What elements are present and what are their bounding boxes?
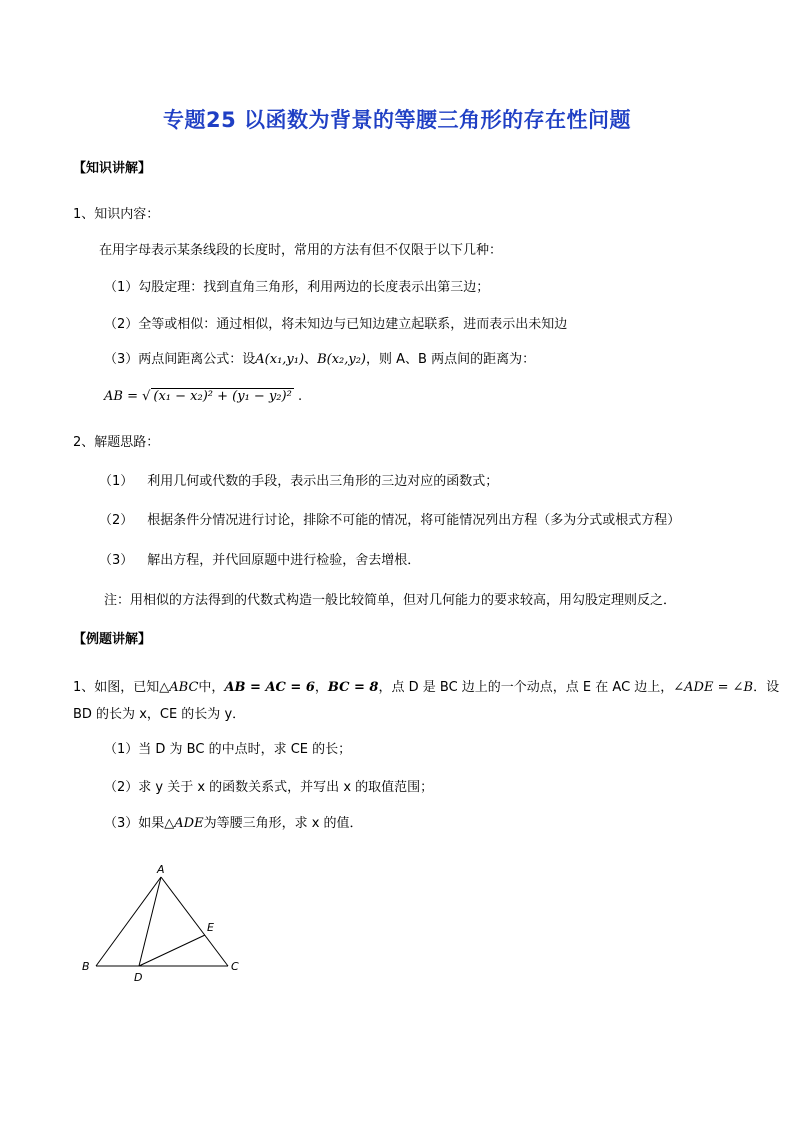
example-text: ，点 D 是 BC 边上的一个动点，点 E 在 AC 边上， xyxy=(378,680,674,695)
triangle-abc: △ABC xyxy=(159,680,199,695)
method-3-prefix: （3）两点间距离公式：设 xyxy=(104,352,256,367)
knowledge-item1-title: 1、知识内容： xyxy=(73,207,160,222)
example-header: 【例题讲解】 xyxy=(73,632,152,647)
segment-ab xyxy=(96,877,161,966)
formula-radicand: (x₁ − x₂)² + (y₁ − y₂)² xyxy=(153,389,292,404)
segment-ad xyxy=(139,877,161,966)
label-e: E xyxy=(207,921,214,934)
label-b: B xyxy=(82,960,90,973)
sqrt-sign: √ xyxy=(142,389,151,404)
example-text: ．设 xyxy=(753,680,780,695)
question-3-suffix: 为等腰三角形，求 x 的值． xyxy=(203,816,363,831)
formula-end: . xyxy=(297,389,303,404)
label-d: D xyxy=(134,971,143,984)
triangle-ade: △ADE xyxy=(164,816,204,831)
question-2: （2）求 y 关于 x 的函数关系式，并写出 x 的取值范围； xyxy=(104,780,434,795)
note: 注：用相似的方法得到的代数式构造一般比较简单，但对几何能力的要求较高，用勾股定理则反之． xyxy=(104,593,677,608)
example-1-line-2: BD 的长为 x，CE 的长为 y． xyxy=(73,707,246,722)
step-2-number: （2） xyxy=(99,513,134,528)
label-a: A xyxy=(157,863,165,876)
method-3-suffix: ，则 A、B 两点间的距离为： xyxy=(366,352,536,367)
label-c: C xyxy=(231,960,239,973)
point-a-coords: A(x₁,y₁) xyxy=(255,352,305,367)
step-1-text: 利用几何或代数的手段，表示出三角形的三边对应的函数式； xyxy=(147,474,499,489)
knowledge-intro: 在用字母表示某条线段的长度时，常用的方法有但不仅限于以下几种： xyxy=(99,243,503,258)
formula-lhs: AB = xyxy=(104,389,138,404)
question-1: （1）当 D 为 BC 的中点时，求 CE 的长； xyxy=(104,742,352,757)
equation-bc: BC = 8 xyxy=(327,680,379,695)
point-b-coords: B(x₂,y₂) xyxy=(317,352,366,367)
method-1: （1）勾股定理：找到直角三角形，利用两边的长度表示出第三边； xyxy=(104,280,490,295)
segment-ac xyxy=(161,877,228,966)
knowledge-header: 【知识讲解】 xyxy=(73,161,152,176)
example-text: 1、如图，已知 xyxy=(73,680,160,695)
method-3-separator: 、 xyxy=(304,352,318,367)
question-3-prefix: （3）如果 xyxy=(104,816,165,831)
angle-equation: ∠ADE = ∠B xyxy=(673,680,754,695)
step-3-number: （3） xyxy=(99,553,134,568)
step-3-text: 解出方程，并代回原题中进行检验，舍去增根． xyxy=(147,553,421,568)
example-text: 中， xyxy=(198,680,225,695)
knowledge-item2-title: 2、解题思路： xyxy=(73,435,160,450)
equation-ab-ac: AB = AC = 6 xyxy=(224,680,315,695)
example-text: ， xyxy=(314,680,328,695)
segment-de xyxy=(139,935,205,966)
page-title: 专题25 以函数为背景的等腰三角形的存在性问题 xyxy=(162,108,632,132)
step-2-text: 根据条件分情况进行讨论，排除不可能的情况，将可能情况列出方程（多为分式或根式方程） xyxy=(147,513,681,528)
method-2: （2）全等或相似：通过相似，将未知边与已知边建立起联系，进而表示出未知边 xyxy=(104,317,568,332)
step-1-number: （1） xyxy=(99,474,134,489)
